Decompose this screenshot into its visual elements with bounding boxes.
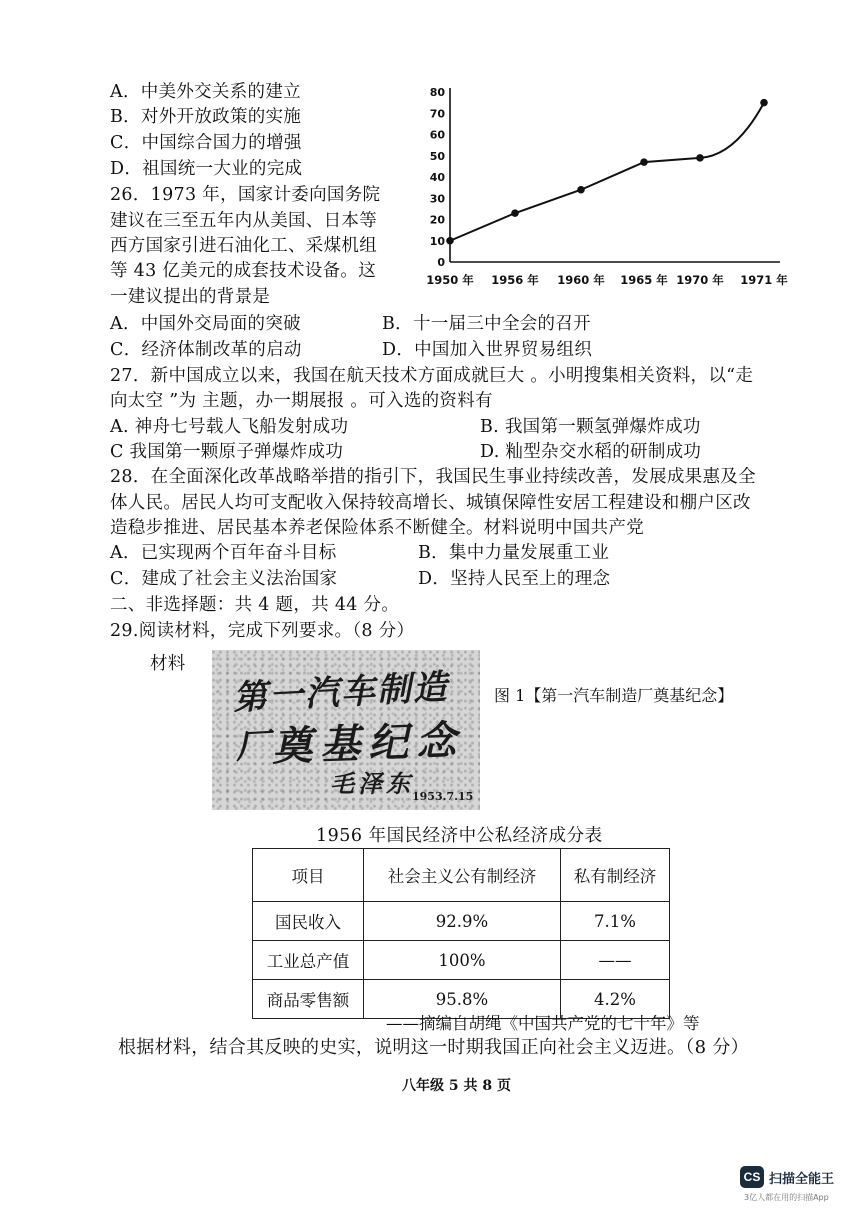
calligraphy-signature: 毛泽东 xyxy=(330,769,414,798)
q27-option-b: B. 我国第一颗氢弹爆炸成功 xyxy=(480,417,701,437)
table-source: ——摘编自胡绳《中国共产党的七十年》等 xyxy=(386,1014,700,1033)
table-cell: 92.9% xyxy=(364,902,561,941)
table-cell: 100% xyxy=(364,941,561,980)
page-footer: 八年级 5 共 8 页 xyxy=(402,1078,511,1094)
y-tick-label: 50 xyxy=(429,149,445,163)
table-cell: 95.8% xyxy=(364,980,561,1019)
y-tick-label: 0 xyxy=(437,256,445,269)
q26-stem-line: 一建议提出的背景是 xyxy=(110,287,271,307)
q25-option-c: C．中国综合国力的增强 xyxy=(110,133,302,153)
chart-svg xyxy=(418,82,800,292)
q28-option-c: C．建成了社会主义法治国家 xyxy=(110,569,338,589)
data-point xyxy=(696,154,704,162)
q27-stem-line: 向太空 ”为 主题，办一期展报 。可入选的资料有 xyxy=(110,391,493,411)
q25-option-b: B．对外开放政策的实施 xyxy=(110,107,302,127)
q26-option-d: D．中国加入世界贸易组织 xyxy=(382,340,593,360)
watermark-name: 扫描全能王 xyxy=(769,1171,835,1187)
y-tick-label: 10 xyxy=(429,234,445,248)
table-cell: 4.2% xyxy=(561,980,670,1019)
q28-option-a: A．已实现两个百年奋斗目标 xyxy=(110,543,337,563)
table-cell: 国民收入 xyxy=(253,902,364,941)
y-tick-label: 30 xyxy=(429,192,445,206)
q29-question: 根据材料，结合其反映的史实，说明这一时期我国正向社会主义迈进。（8 分） xyxy=(118,1037,749,1058)
q26-stem-line: 等 43 亿美元的成套技术设备。这 xyxy=(110,261,376,281)
economy-table xyxy=(252,848,670,1019)
q25-option-a: A．中美外交关系的建立 xyxy=(110,82,301,102)
q29-stem: 29.阅读材料，完成下列要求。（8 分） xyxy=(110,621,415,641)
table-header: 社会主义公有制经济 xyxy=(364,849,561,902)
q27-option-a: A. 神舟七号载人飞船发射成功 xyxy=(110,417,349,437)
q26-stem-line: 26．1973 年，国家计委向国务院 xyxy=(110,185,381,205)
table-cell: 7.1% xyxy=(561,902,670,941)
q27-option-c: C 我国第一颗原子弹爆炸成功 xyxy=(110,442,344,462)
calligraphy-image xyxy=(212,650,480,810)
watermark-tagline: 3亿人都在用的扫描App xyxy=(744,1193,829,1202)
calligraphy-line-2: 奠基纪念 xyxy=(271,716,465,771)
calligraphy-date: 1953.7.15 xyxy=(412,790,474,803)
x-tick-label: 1960 年 xyxy=(557,273,605,287)
material-label: 材料 xyxy=(150,654,186,674)
y-tick-label: 70 xyxy=(429,107,445,121)
q27-stem-line: 27．新中国成立以来，我国在航天技术方面成就巨大 。小明搜集相关资料，以“走 xyxy=(110,366,754,386)
section-heading: 二、非选择题：共 4 题，共 44 分。 xyxy=(110,595,400,615)
q28-option-b: B．集中力量发展重工业 xyxy=(418,543,610,563)
data-point xyxy=(446,237,454,245)
data-point xyxy=(577,186,585,194)
data-point xyxy=(760,99,768,107)
q25-option-d: D．祖国统一大业的完成 xyxy=(110,159,303,179)
scanner-watermark xyxy=(740,1166,834,1203)
y-tick-label: 20 xyxy=(429,213,445,227)
q26-stem-line: 西方国家引进石油化工、采煤机组 xyxy=(110,236,377,256)
y-tick-label: 60 xyxy=(429,128,445,142)
data-point xyxy=(640,158,648,166)
table-header: 私有制经济 xyxy=(561,849,670,902)
x-tick-label: 1965 年 xyxy=(620,273,668,287)
calligraphy-line-1: 第一汽车制造厂 xyxy=(232,667,450,768)
q28-option-d: D．坚持人民至上的理念 xyxy=(418,569,611,589)
q26-option-a: A．中国外交局面的突破 xyxy=(110,314,301,334)
table-row xyxy=(253,941,670,980)
table-row xyxy=(253,902,670,941)
q28-stem-line: 体人民。居民人均可支配收入保持较高增长、城镇保障性安居工程建设和棚户区改 xyxy=(110,493,751,513)
figure-caption: 图 1【第一汽车制造厂奠基纪念】 xyxy=(494,686,734,705)
cs-logo-icon: CS xyxy=(740,1166,764,1188)
data-point xyxy=(511,209,519,217)
q28-stem-line: 28．在全面深化改革战略举措的指引下，我国民生事业持续改善，发展成果惠及全 xyxy=(110,467,756,487)
x-tick-label: 1971 年 xyxy=(740,273,788,287)
x-tick-label: 1970 年 xyxy=(676,273,724,287)
q26-stem-line: 建议在三至五年内从美国、日本等 xyxy=(110,211,377,231)
table-header-row xyxy=(253,849,670,902)
y-tick-label: 80 xyxy=(429,86,445,99)
q28-stem-line: 造稳步推进、居民基本养老保险体系不断健全。材料说明中国共产党 xyxy=(110,518,644,538)
q26-option-c: C．经济体制改革的启动 xyxy=(110,340,302,360)
y-tick-label: 40 xyxy=(429,171,445,184)
x-tick-label: 1956 年 xyxy=(491,273,539,287)
table-cell: 工业总产值 xyxy=(253,941,364,980)
growth-line-chart xyxy=(418,82,800,292)
q27-option-d: D. 籼型杂交水稻的研制成功 xyxy=(480,442,702,462)
x-tick-label: 1950 年 xyxy=(426,273,474,287)
series-line xyxy=(450,103,764,241)
table-cell: —— xyxy=(561,941,670,980)
table-cell: 商品零售额 xyxy=(253,980,364,1019)
table-title: 1956 年国民经济中公私经济成分表 xyxy=(316,826,603,846)
q26-option-b: B．十一届三中全会的召开 xyxy=(382,314,591,334)
table-header: 项目 xyxy=(253,849,364,902)
